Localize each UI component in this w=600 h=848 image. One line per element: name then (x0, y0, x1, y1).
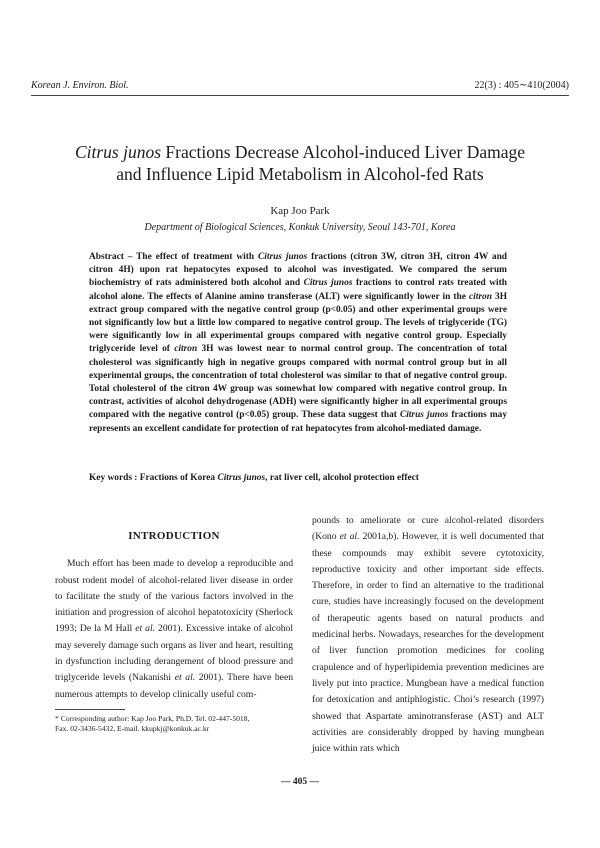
abstract-text: 3H extract group compared with the negative control group (p<0.05) and other experimental groups were not significantly low but a little low compared to negative control group. The levels of triglyceride (TG) were significantly low in all experimental groups compared with negative control group. Especially triglyceride level of (89, 291, 507, 355)
intro-text: 2001). There have been numerous attempts to develop clinically useful com- (55, 672, 293, 700)
intro-text: 2001). Excessive intake of alcohol may severely damage such organs as liver and heart, resulting in dysfunction including derangement of blood pressure and triglyceride levels (Nakanishi (55, 623, 293, 684)
journal-name: Korean J. Environ. Biol. (31, 80, 129, 91)
abstract (89, 251, 507, 436)
footnote-line: Fax. 02-3436-5432, E-mail. kkupkj@konkuk.ac.kr (55, 724, 210, 733)
title-species: Citrus junos (74, 142, 162, 162)
header-rule (31, 95, 569, 96)
keywords-italic: Citrus junos (217, 473, 266, 483)
abstract-italic: Citrus junos (257, 252, 308, 262)
title-line2: and Influence Lipid Metabolism in Alcohol-fed Rats (116, 164, 484, 184)
affiliation: Department of Biological Sciences, Konkuk University, Seoul 143-701, Korea (144, 222, 456, 233)
keywords (89, 473, 507, 483)
abstract-text: fractions may represents an excellent candidate for protection of rat hepatocytes from alcohol-mediated damage. (89, 410, 508, 434)
right-column (312, 513, 544, 757)
abstract-text: fractions to control rats treated with alcohol alone. The effects of Alanine amino transferase (ALT) were significantly lower in the (89, 278, 507, 302)
section-heading-introduction: INTRODUCTION (128, 530, 220, 542)
intro-italic: et al. (174, 672, 196, 684)
page-number: — 405 — (281, 777, 319, 787)
keywords-rest: , rat liver cell, alcohol protection effect (265, 473, 419, 483)
footnote-rule (55, 709, 125, 710)
abstract-italic: Citrus junos (303, 278, 353, 289)
intro-paragraph (55, 556, 293, 703)
abstract-italic: citron (469, 291, 492, 302)
right-italic: et al. (339, 531, 360, 543)
right-paragraph (312, 513, 544, 757)
volume-pages: 22(3) : 405∼410(2004) (474, 80, 569, 91)
abstract-text: fractions (citron 3W, citron 3H, citron 4W and citron 4H) upon rat hepatocytes exposed to alcohol was investigated. We compared the serum biochemistry of rats administered both alcohol and (89, 252, 508, 289)
abstract-text: – The effect of treatment with (123, 252, 258, 262)
author: Kap Joo Park (270, 205, 330, 217)
running-header (31, 80, 569, 92)
keywords-label: Key words : Fractions of Korea (89, 473, 218, 483)
title-line1: Fractions Decrease Alcohol-induced Liver Damage (161, 142, 526, 162)
left-column (55, 510, 293, 703)
footnote (55, 714, 295, 734)
paper-title (40, 141, 560, 185)
abstract-text: 3H was lowest near to normal control group. The concentration of total cholesterol was significantly high in negative groups compared with normal control group but in all experimental groups, the concentration of total cholesterol was similar to that of negative control group. Total cholesterol of the citron 4W group was somewhat low compared with negative control group. In contrast, activities of alcohol dehydrogenase (ADH) were significantly higher in all experimental groups compared with the negative control (p<0.05) group. These data suggest that (89, 344, 508, 421)
intro-italic: et al. (135, 623, 156, 635)
abstract-italic: citron (174, 344, 198, 355)
abstract-label: Abstract (89, 252, 124, 262)
right-text: 2001a,b). However, it is well documented that these compounds may exhibit severe cytotoxicity, reproductive toxicity and other important side effects. Therefore, in order to find an alternative to the traditional cure, studies have increasingly focused on the development of therapeutic agents based on natural products and medicinal herbs. Nowadays, researches for the development of liver function promotion medicines for cooling crapulence and of hyperlipidemia prevention medicines are lively put into practice. Mungbean have a medical function for detoxication and antiphlogistic. Choi’s research (1997) showed that Aspartate aminotransferase (AST) and ALT activities are considerably dropped by having mungbean juice within rats which (312, 531, 545, 755)
abstract-italic: Citrus junos (399, 410, 449, 421)
right-text: pounds to ameliorate or cure alcohol-related disorders (Kono (312, 515, 544, 543)
footnote-line: * Corresponding author: Kap Joo Park, Ph.D. Tel. 02-447-5018, (55, 714, 250, 723)
intro-text: Much effort has been made to develop a reproducible and robust rodent model of alcohol-related liver disease in order to facilitate the study of the various factors involved in the initiation and progression of alcohol hepatotoxicity (Sherlock 1993; De la M Hall (55, 558, 293, 635)
